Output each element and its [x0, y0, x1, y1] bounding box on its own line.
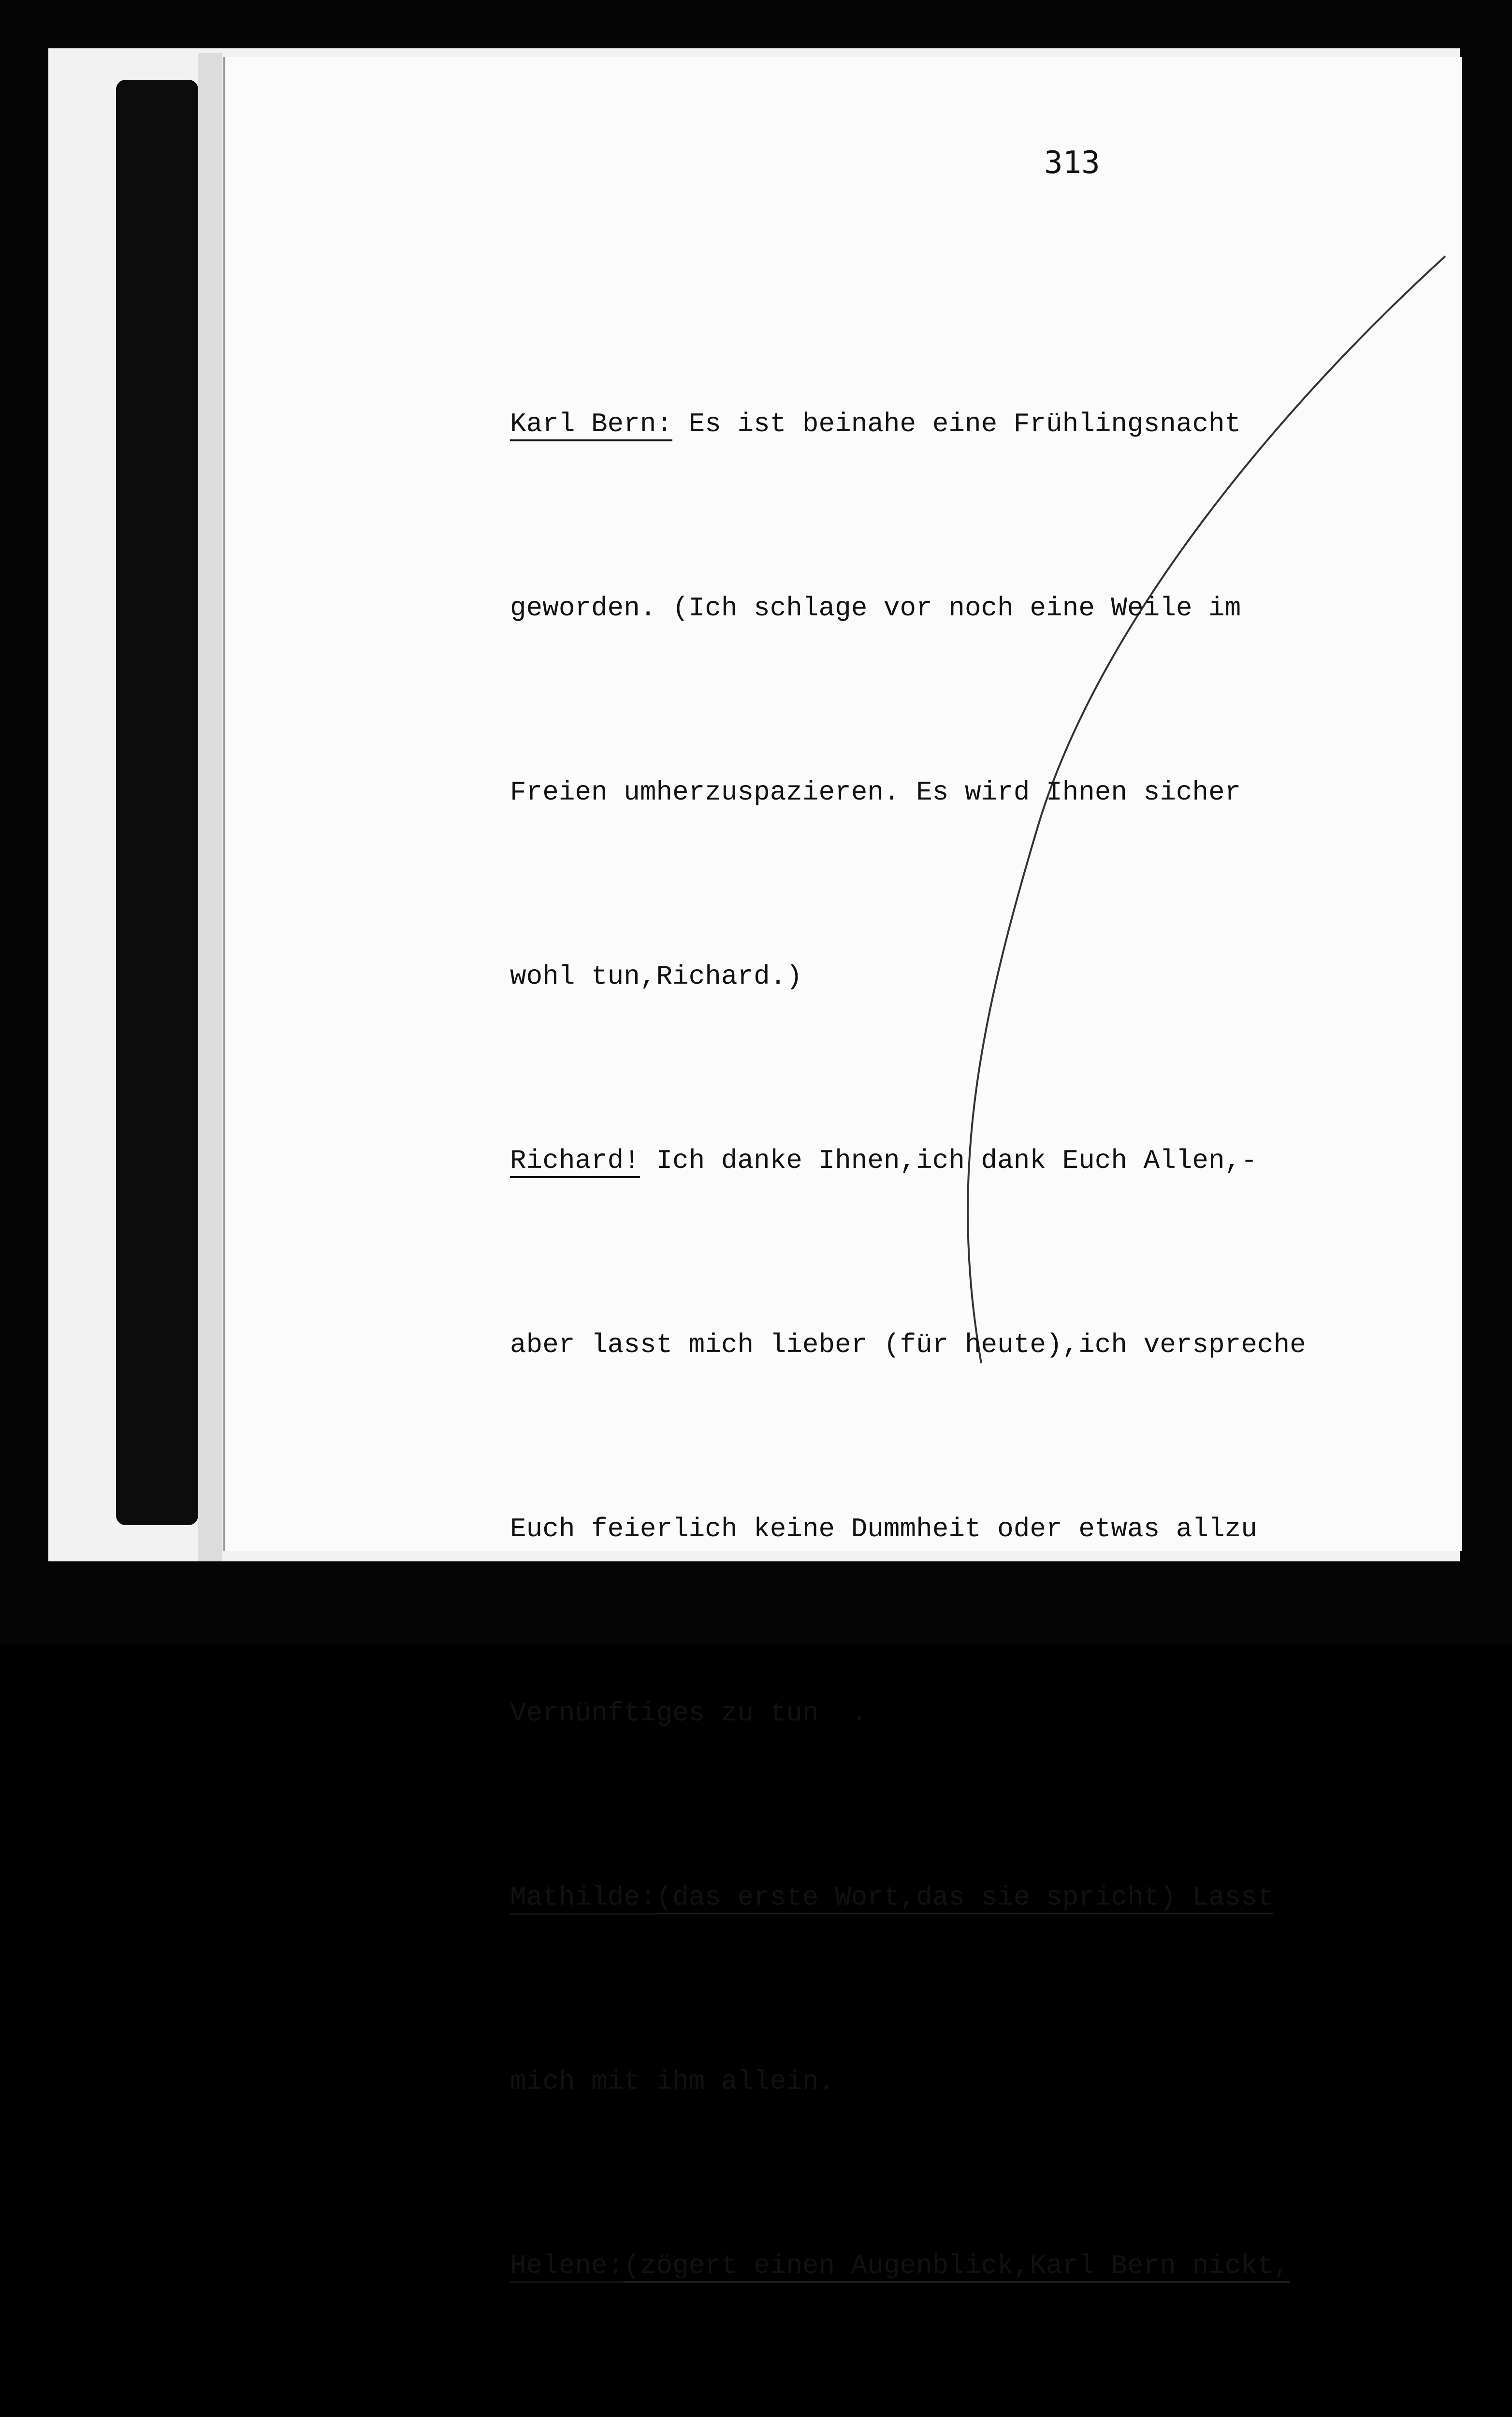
- line-text: Freien umherzuspazieren. Es wird Ihnen sicher: [510, 777, 1241, 808]
- line-text: Vernünftiges zu tun .: [510, 1698, 868, 1729]
- script-line: [510, 762, 1419, 823]
- speaker-name: Karl Bern:: [510, 408, 672, 441]
- script-line: [510, 946, 1419, 1007]
- script-line: [510, 393, 1419, 455]
- script-line: [510, 2235, 1419, 2297]
- line-text: aber lasst mich lieber (für heute),ich verspreche: [510, 1329, 1306, 1360]
- stage-direction: (das erste Wort,das sie spricht) Lasst: [656, 1882, 1273, 1914]
- line-text: wohl tun,Richard.): [510, 961, 802, 992]
- script-line: [510, 1867, 1419, 1928]
- script-line: [510, 2051, 1419, 2112]
- typescript-body: [510, 271, 1419, 2417]
- speaker-name: Richard!: [510, 1145, 640, 1178]
- script-line: [510, 578, 1419, 639]
- line-text: Es ist beinahe eine Frühlingsnacht: [672, 408, 1241, 439]
- script-line: [510, 1683, 1419, 1744]
- line-text: geworden. (Ich schlage vor noch eine Weile im: [510, 593, 1241, 624]
- script-line: [510, 1314, 1419, 1376]
- stage-direction: (zögert einen Augenblick,Karl Bern nickt,: [624, 2250, 1290, 2283]
- script-line: [510, 1499, 1419, 1560]
- line-text: mich mit ihm allein.: [510, 2066, 835, 2097]
- line-text: Euch feierlich keine Dummheit oder etwas allzu: [510, 1514, 1257, 1544]
- script-line: [510, 1130, 1419, 1192]
- speaker-name: Helene:: [510, 2250, 624, 2283]
- speaker-name: Mathilde:: [510, 1882, 656, 1915]
- page-number: 313: [1044, 145, 1100, 181]
- line-text: Ich danke Ihnen,ich dank Euch Allen,-: [640, 1145, 1257, 1176]
